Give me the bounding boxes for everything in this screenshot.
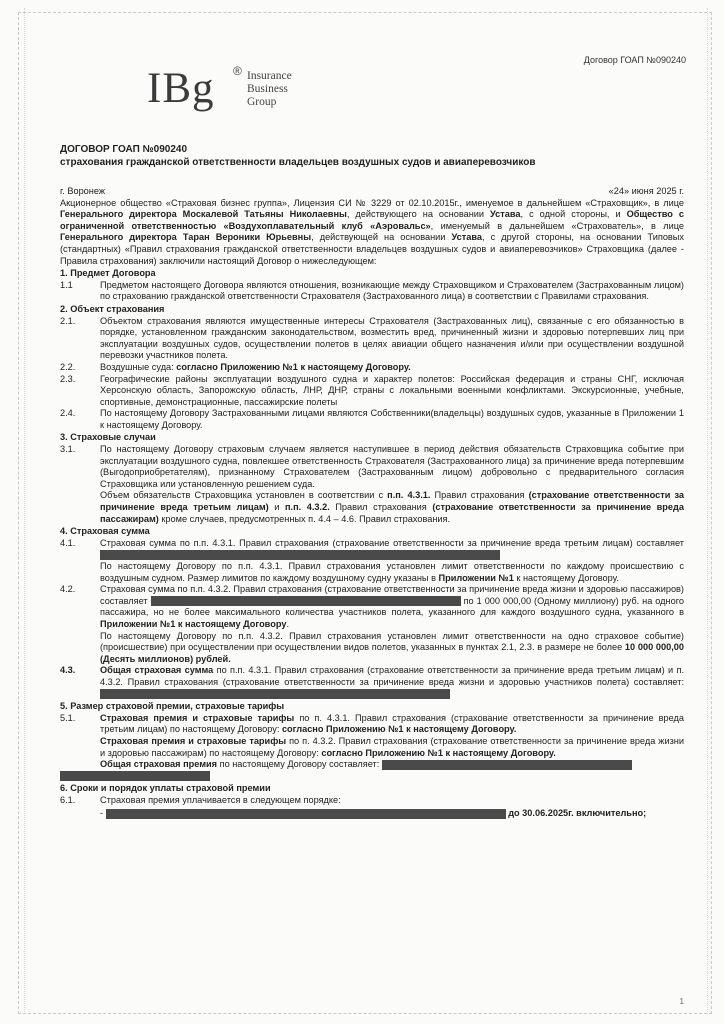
contract-body xyxy=(60,143,684,820)
section-6-heading: 6. Сроки и порядок уплаты страховой премии xyxy=(60,783,271,794)
clause-4-3: 4.3. Общая страховая сумма по п.п. 4.3.1. Правил страхования (страхование ответственности за причинение вреда третьим лицам) и п. 4.3.2. Правил страхования (страхование ответственности за причинение вреда жизни и здоровью участников полета) составляет: xyxy=(60,665,684,700)
section-2-heading: 2. Объект страхования xyxy=(60,303,165,314)
contract-reference: Договор ГОАП №090240 xyxy=(583,55,686,65)
registered-mark: ® xyxy=(233,64,242,78)
section-3-heading: 3. Страховые случаи xyxy=(60,432,156,443)
company-logo xyxy=(147,66,327,112)
clause-5-1-passengers: Страховая премия и страховые тарифы по п. 4.3.2. Правил страхования (страхование ответственности за причинение вреда жизни и здоровью пассажирам) по настоящему Договору: согласно Приложению №1 к настоящему Договору. xyxy=(100,735,684,758)
clause-4-2-limit: По настоящему Договору по п.п. 4.3.2. Правил страхования установлен лимит ответственности на одно страховое событие) (происшествие) при осуществлении при осуществлении видов полетов, указанных в пунктах 2.1, 2.3. в размере не более 10 000 000,00 (Десять миллионов) рублей. xyxy=(100,630,684,664)
payment-due-date: до 30.06.2025г. включительно; xyxy=(508,808,647,819)
document-title: ДОГОВОР ГОАП №090240 xyxy=(60,144,188,155)
clause-2-1: 2.1. Объектом страхования являются имущественные интересы Страхователя (Застрахованных лиц), связанные с его обязанностью в порядке, установленном гражданским законодательством, возместить вред, причиненный жизни и здоровью потерпевших лиц при эксплуатации воздушных судов, осуществлении полетов в целях авиации общего назначения и/или при осуществлении воздушной перевозки участников полета. xyxy=(60,315,684,361)
clause-4-1-limit: По настоящему Договору по п.п. 4.3.1. Правил страхования установлен лимит ответственности по каждому происшествию с воздушным судном. Размер лимитов по каждому воздушному судну указаны в Приложении №1 к настоящему Договору. xyxy=(100,561,684,583)
section-4-heading: 4. Страховая сумма xyxy=(60,526,150,537)
clause-1-1: 1.1 Предметом настоящего Договора являются отношения, возникающие между Страховщиком и Страхователем (Застрахованным лицом) по страхованию гражданской ответственности Страхователя (Застрахованного лица) в соответствии с Правилами страхования. xyxy=(60,279,684,302)
logo-mark: IBg xyxy=(147,65,215,112)
place-date-row xyxy=(60,186,684,198)
redacted-amount xyxy=(382,760,632,770)
clause-5-1: 5.1. Страховая премия и страховые тарифы по п. 4.3.1. Правил страхования (страхование ответственности за причинение вреда третьим лицам) по настоящему Договору: согласно Приложению №1 к настоящему Договору. xyxy=(60,712,685,735)
clause-2-2: 2.2. Воздушные суда: согласно Приложению №1 к настоящему Договору. xyxy=(60,361,411,372)
preamble: Акционерное общество «Страховая бизнес группа», Лицензия СИ № 3229 от 02.10.2015г., именуемое в дальнейшем «Страховщик», в лице Генерального директора Москалевой Татьяны Николаевны, действующего на основании Устава, с одной стороны, и Общество с ограниченной ответственностью «Воздухоплавательный клуб «Аэровальс», именуемый в дальнейшем «Страхователь», в лице Генерального директора Таран Вероники Юрьевны, действующей на основании Устава, с другой стороны, на основании Типовых (стандартных) «Правил страхования гражданской ответственности владельцев воздушных судов и авиаперевозчиков» Страховщика (далее - Правила страхования) заключили настоящий Договор о нижеследующем: xyxy=(60,197,685,266)
page-number: 1 xyxy=(679,997,684,1006)
clause-4-2: 4.2. Страховая сумма по п.п. 4.3.2. Правил страхования (страхование ответственности за причинение вреда жизни и здоровью пассажиров) составляет по 1 000 000,00 (Одному миллиону) руб. на одного пассажира, но не более максимального количества участников полета, указанного для каждого воздушного судна, указанного в Приложении №1 к настоящему Договору. xyxy=(60,584,684,629)
contract-date: «24» июня 2025 г. xyxy=(608,186,684,196)
payment-schedule-row: - до 30.06.2025г. включительно; xyxy=(100,808,647,819)
clause-3-1-scope: Объем обязательств Страховщика установлен в соответствии с п.п. 4.3.1. Правил страхования (страхование ответственности за причинение вреда третьим лицам) и п.п. 4.3.2. Правил страхования (страхование ответственности за причинение вреда пассажирам) кроме случаев, предусмотренных п. 4.4 – 4.6. Правил страхования. xyxy=(100,490,684,524)
clause-4-1: 4.1. Страховая сумма по п.п. 4.3.1. Правил страхования (страхование ответственности за причинение вреда третьим лицам) составляет xyxy=(60,538,684,561)
redacted-amount xyxy=(60,771,210,781)
logo-subtitle: Insurance Business Group xyxy=(247,70,292,108)
redacted-amount xyxy=(151,596,461,606)
section-1-heading: 1. Предмет Договора xyxy=(60,268,156,279)
redacted-amount xyxy=(106,809,506,819)
clause-2-4: 2.4. По настоящему Договору Застрахованными лицами являются Собственники(владельцы) воздушных судов, указанные в Приложении 1 к настоящему Договору. xyxy=(60,408,684,430)
clause-2-3: 2.3. Географические районы эксплуатации воздушного судна и характер полетов: Российская федерация и страны СНГ, исключая Херсонскую область, Запорожскую область, ЛНР, ДНР, страны с локальными военными конфликтами. Экскурсионные, учебные, спортивные, демонстрационные, пассажирские полеты xyxy=(60,373,684,407)
section-5-heading: 5. Размер страховой премии, страховые тарифы xyxy=(60,701,285,712)
city: г. Воронеж xyxy=(60,186,106,196)
redacted-amount xyxy=(100,689,450,699)
clause-3-1: 3.1. По настоящему Договору страховым случаем является наступившее в период действия обязательств Страховщика событие при эксплуатации воздушного судна, повлекшее ответственность Страхователя (Застрахованного лица) за причинение вреда потерпевшим (Выгодоприобретателям), признанному Страхователем (Застрахованным лицом) добровольно с предварительного согласия Страховщика или установленную решением суда. xyxy=(60,444,684,489)
clause-5-1-total: Общая страховая премия по настоящему Договору составляет: xyxy=(60,759,684,782)
redacted-amount xyxy=(100,550,500,560)
document-subtitle: страхования гражданской ответственности владельцев воздушных судов и авиаперевозчиков xyxy=(60,157,536,168)
clause-6-1: 6.1. Страховая премия уплачивается в следующем порядке: xyxy=(60,794,341,805)
